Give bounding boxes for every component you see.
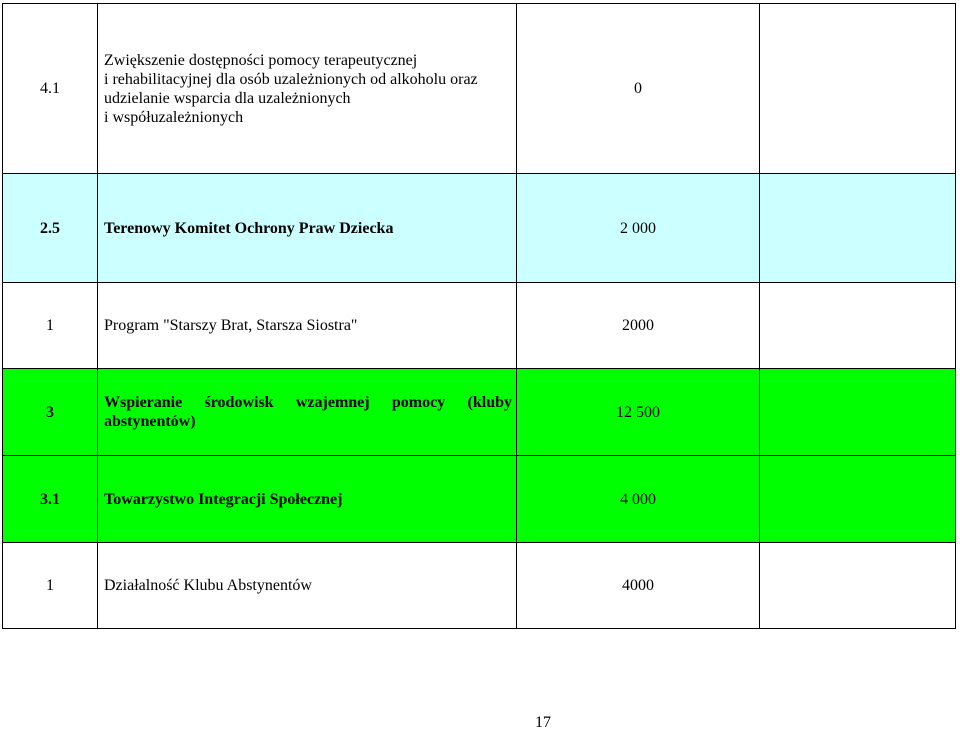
row-number: 3	[3, 369, 98, 456]
row-amount: 0	[517, 4, 760, 174]
empty-cell	[760, 543, 956, 629]
empty-cell	[760, 4, 956, 174]
empty-cell	[760, 283, 956, 369]
table-row	[3, 174, 956, 283]
row-amount: 2 000	[517, 174, 760, 283]
table-row	[3, 369, 956, 456]
budget-table	[2, 3, 956, 629]
row-amount: 4 000	[517, 456, 760, 543]
empty-cell	[760, 456, 956, 543]
row-description	[98, 4, 517, 174]
row-amount: 12 500	[517, 369, 760, 456]
description-line: i rehabilitacyjnej dla osób uzależnionych od alkoholu oraz	[104, 70, 478, 88]
description-line: Zwiększenie dostępności pomocy terapeutycznej	[104, 51, 418, 69]
row-description: Wspieranie środowisk wzajemnej pomocy (kluby abstynentów)	[98, 369, 517, 456]
page-number: 17	[535, 714, 551, 731]
row-amount: 4000	[517, 543, 760, 629]
table-row	[3, 4, 956, 174]
table-row	[3, 456, 956, 543]
row-amount: 2000	[517, 283, 760, 369]
row-description: Towarzystwo Integracji Społecznej	[98, 456, 517, 543]
table-row	[3, 543, 956, 629]
row-number: 4.1	[3, 4, 98, 174]
empty-cell	[760, 369, 956, 456]
row-description: Program "Starszy Brat, Starsza Siostra"	[98, 283, 517, 369]
row-number: 2.5	[3, 174, 98, 283]
row-number: 3.1	[3, 456, 98, 543]
row-number: 1	[3, 283, 98, 369]
description-line: i współuzależnionych	[104, 108, 244, 126]
empty-cell	[760, 174, 956, 283]
row-number: 1	[3, 543, 98, 629]
table-row	[3, 283, 956, 369]
row-description: Działalność Klubu Abstynentów	[98, 543, 517, 629]
row-description: Terenowy Komitet Ochrony Praw Dziecka	[98, 174, 517, 283]
description-line: udzielanie wsparcia dla uzależnionych	[104, 89, 351, 107]
